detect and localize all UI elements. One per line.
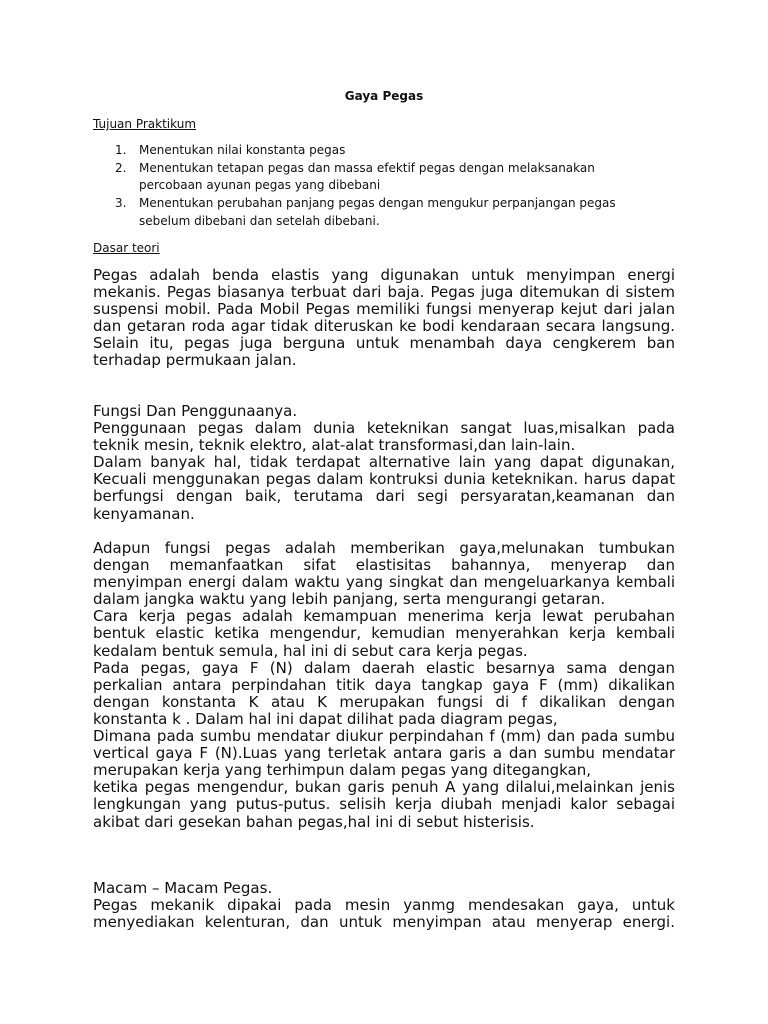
usage-section: Adapun fungsi pegas adalah memberikan gaya,melunakan tumbukan dengan memanfaatkan sifat elastisitas bahannya, menyerap dan menyimpan energi dalam waktu yang singkat dan mengeluarkanya kembali dalam jangka waktu yang lebih panjang, serta mengurangi getaran. Cara kerja pegas adalah kemampuan menerima kerja lewat perubahan bentuk elastic ketika mengendur, kemudian menyerahkan kerja kembali kedalam bentuk semula, hal ini di sebut cara kerja pegas. Pada pegas, gaya F (N) dalam daerah elastic besarnya sama dengan perkalian antara perpindahan titik dayа tangkap gaya F (mm) dikalikan dengan konstanta K atau K merupakan fungsi di f dikalikan dengan konstanta k . Dalam hal ini dapat dilihat pada diagram pegas, Dimana pada sumbu mendatar diukur perpindahan f (mm) dan pada sumbu vertical gaya F (N).Luas yang terletak antara garis a dan sumbu mendatar merupakan kerja yang terhimpun dalam pegas yang ditegangkan, ketika pegas mengendur, bukan garis penuh A yang dilalui,melainkan jenis lengkungan yang putus-putus. selisih kerja diubah menjadi kalor sebagai akibat dari gesekan bahan pegas,hal ini di sebut histerisis. xyxy=(93,539,675,831)
theory-heading: Dasar teori xyxy=(93,241,160,255)
function-section: Fungsi Dan Penggunaanya. Penggunaan pegas dalam dunia keteknikan sangat luas,misalkan pada teknik mesin, teknik elektro, alat-alat transformasi,dan lain-lain. Dalam banyak hal, tidak terdapat alternative lain yang dapat digunakan, Kecuali menggunakan pegas dalam kontruksi dunia keteknikan. harus dapat berfungsi dengan baik, terutama dari segi persyaratan,keamanan dan kenyamanan. xyxy=(93,402,675,523)
list-text: Menentukan tetapan pegas dan massa efektif pegas dengan melaksanakan percobaan ayunan pegas yang dibebani xyxy=(139,160,595,193)
list-number: 3. xyxy=(115,196,127,211)
document-title: Gaya Pegas xyxy=(344,89,424,103)
list-item xyxy=(93,160,653,195)
list-text: Menentukan nilai konstanta pegas xyxy=(139,143,346,157)
types-paragraph: Pegas mekanik dipakai pada mesin yanmg mendesakan gaya, untuk menyediakan kelenturan, dan untuk menyimpan atau menyerap energi. xyxy=(93,896,675,932)
theory-paragraph: Pegas adalah benda elastis yang digunakan untuk menyimpan energi mekanis. Pegas biasanya terbuat dari baja. Pegas juga ditemukan di sistem suspensi mobil. Pada Mobil Pegas memiliki fungsi menyerap kejut dari jalan dan getaran roda agar tidak diteruskan ke bodi kendaraan secara langsung. Selain itu, pegas juga berguna untuk menambah daya cengkerem ban terhadap permukaan jalan. xyxy=(93,266,675,370)
types-heading: Macam – Macam Pegas. xyxy=(93,879,273,897)
list-number: 1. xyxy=(115,143,127,157)
list-number: 2. xyxy=(115,160,127,175)
list-item xyxy=(93,142,653,160)
aims-list xyxy=(93,142,653,231)
list-text: Menentukan perubahan panjang pegas dengan mengukur perpanjangan pegas sebelum dibebani dan setelah dibebani. xyxy=(139,196,616,228)
list-item xyxy=(93,195,653,230)
aims-heading: Tujuan Praktikum xyxy=(93,117,197,131)
